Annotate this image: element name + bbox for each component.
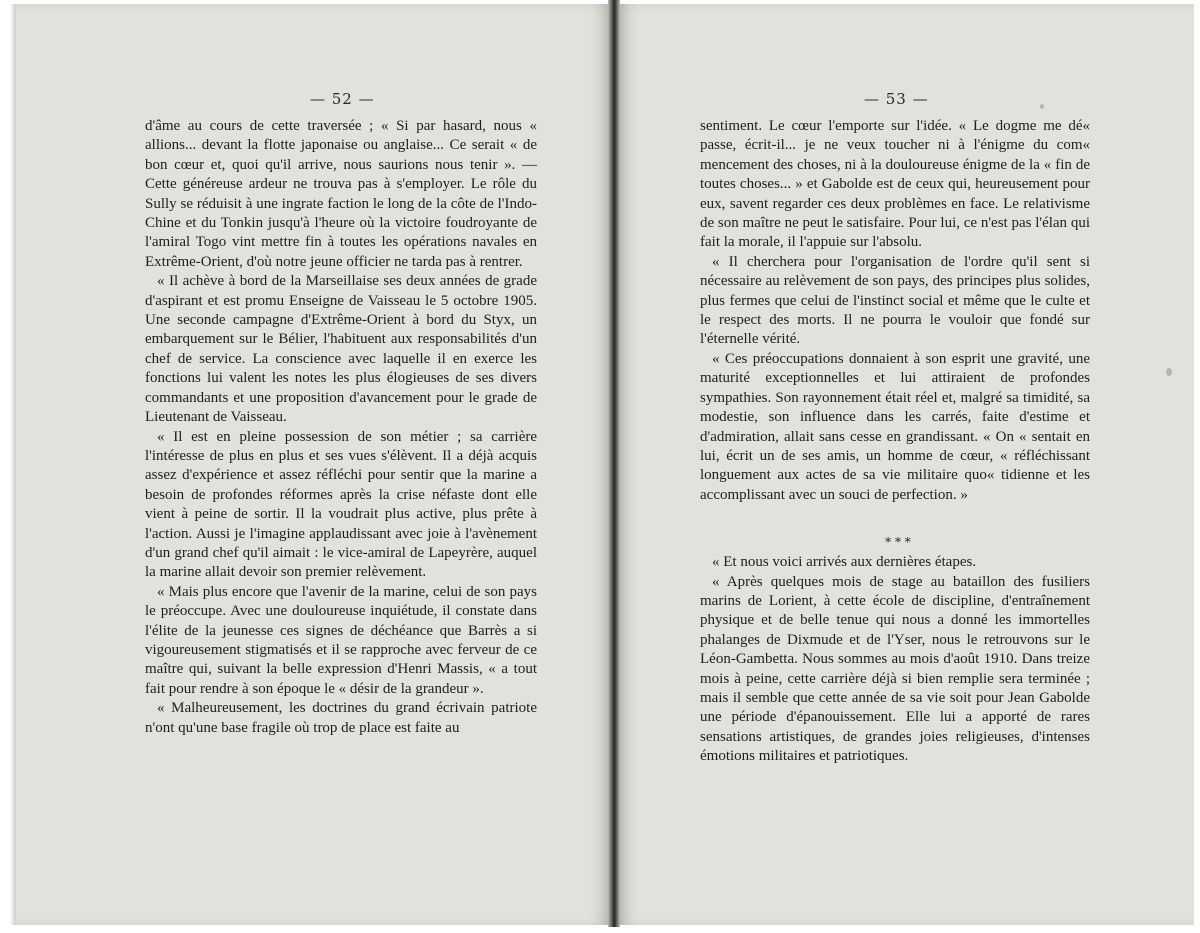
book-gutter bbox=[608, 0, 620, 927]
paragraph: sentiment. Le cœur l'emporte sur l'idée. « Le dogme me dé« passe, écrit-il... je ne veux toucher ni à l'énigme du com« mencement des choses, ni à la douloureuse énigme de la « fin de toutes choses... » et Gabolde est de ceux qui, heureusement pour eux, savent regarder ces deux problèmes en face. Le relativisme de son maître ne peut le satisfaire. Pour lui, ce n'est pas l'élan qui fait la morale, il l'appuie sur l'absolu. bbox=[700, 118, 1090, 251]
paragraph: « Il cherchera pour l'organisation de l'ordre qu'il sent si nécessaire au relèvement de son pays, des principes plus solides, plus fermes que celui de l'instinct social et même que le culte et le respect des morts. Il ne pourra le vouloir que fondé sur l'éternelle vérité. bbox=[700, 253, 1090, 348]
paper-speck bbox=[1040, 104, 1044, 109]
paragraph: « Il est en pleine possession de son métier ; sa carrière l'intéresse de plus en plus et ses vues s'élèvent. Il a déjà acquis assez d'expérience et assez réfléchi pour sentir que la marine a besoin de profondes réformes après la crise néfaste dont elle vient à peine de sortir. Il la voudrait plus active, plus prête à l'action. Aussi je l'imagine applaudissant avec joie à l'avènement d'un grand chef qu'il aimait : le vice-amiral de Lapeyrère, auquel la marine allait devoir son premier relèvement. bbox=[145, 428, 537, 581]
section-break-asterism: * * * bbox=[885, 535, 911, 549]
paragraph: « Ces préoccupations donnaient à son esprit une gravité, une maturité exceptionnelles et lui attiraient de profondes sympathies. Son rayonnement était réel et, malgré sa timidité, sa modestie, son influence dans les carrés, faite d'estime et d'admiration, allait sans cesse en grandissant. « On « sentait en lui, écrit un de ses amis, un homme de cœur, « réfléchissant longuement aux actes de sa vie militaire quo« tidienne et les accomplissant avec un souci de perfection. » bbox=[700, 350, 1090, 503]
paragraph: « Il achève à bord de la Marseillaise ses deux années de grade d'aspirant et est promu Enseigne de Vaisseau le 5 octobre 1905. Une seconde campagne d'Extrême-Orient à bord du Styx, un embarquement sur le Bélier, l'habituent aux responsabilités d'un chef de service. La conscience avec laquelle il en exerce les fonctions lui valent les notes les plus élogieuses de ses divers commandants et une proposition d'avancement pour le grade de Lieutenant de Vaisseau. bbox=[145, 273, 537, 426]
left-page-text bbox=[145, 117, 537, 738]
paragraph: « Malheureusement, les doctrines du grand écrivain patriote n'ont qu'une base fragile où trop de place est faite au bbox=[145, 700, 537, 736]
paragraph: d'âme au cours de cette traversée ; « Si par hasard, nous « allions... devant la flotte japonaise ou anglaise... Ce serait « de bon cœur et, quoi qu'il arrive, nous saurions nous tenir ». — Cette généreuse ardeur ne trouva pas à s'employer. Le rôle du Sully se réduisit à une ingrate faction le long de la côte de l'Indo-Chine et du Tonkin jusqu'à l'heure où la victoire foudroyante de l'amiral Togo vint mettre fin à toutes les opérations navales en Extrême-Orient, d'où notre jeune officier ne tarda pas à rentrer. bbox=[145, 118, 537, 270]
page-number-left: — 52 — bbox=[310, 90, 375, 108]
paragraph: « Mais plus encore que l'avenir de la marine, celui de son pays le préoccupe. Avec une douloureuse inquiétude, il constate dans l'élite de la jeunesse ces signes de déchéance que Barrès a si vigoureusement stigmatisés et il se rapproche avec ferveur de ce maître qui, suivant la belle expression d'Henri Massis, « a tout fait pour rendre à son époque le « désir de la grandeur ». bbox=[145, 583, 537, 697]
paragraph: « Et nous voici arrivés aux dernières étapes. bbox=[712, 554, 977, 571]
page-number-right: — 53 — bbox=[864, 90, 929, 108]
paper-speck bbox=[1166, 368, 1172, 376]
paragraph: « Après quelques mois de stage au bataillon des fusiliers marins de Lorient, à cette école de discipline, d'entraînement physique et de belle tenue qui nous a donné les immortelles phalanges de Dixmude et de l'Yser, nous le retrouvons sur le Léon-Gambetta. Nous sommes au mois d'août 1910. Dans treize mois à peine, cette carrière déjà si bien remplie sera terminée ; mais il semble que cette année de sa vie soit pour Jean Gabolde une période d'épanouissement. Elle lui a apporté de rares sensations artistiques, de grandes joies religieuses, d'intenses émotions militaires et patriotiques. bbox=[700, 573, 1090, 765]
right-page-text bbox=[700, 117, 1090, 767]
